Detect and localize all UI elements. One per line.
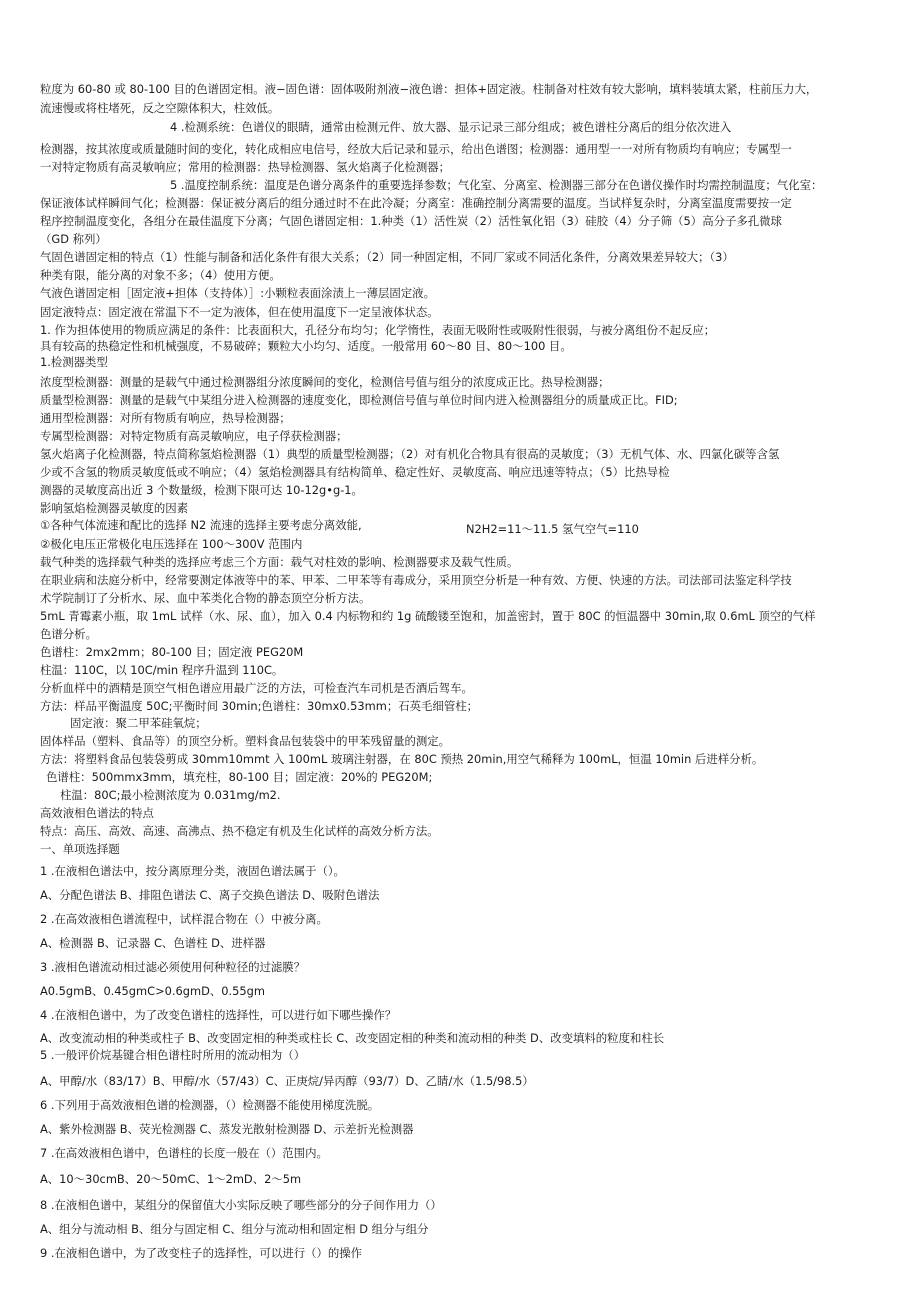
text-line: 柱温：80C;最小检测浓度为 0.031mg/m2.	[60, 788, 281, 802]
text-line: 色谱柱：500mmx3mm，填充柱，80-100 目；固定液：20%的 PEG20M;	[46, 770, 433, 784]
question: 1 .在液相色谱法中，按分离原理分类，液固色谱法属于（）。	[40, 864, 345, 878]
text-line: 色谱柱：2mx2mm；80-100 目；固定液 PEG20M	[40, 645, 304, 659]
answer-options: A、改变流动相的种类或柱子 B、改变固定相的种类或柱长 C、改变固定相的种类和流动相的种类 D、改变填料的粒度和柱长	[40, 1031, 665, 1045]
text-line: 固定液特点：固定液在常温下不一定为液体，但在使用温度下一定呈液体状态。	[40, 305, 439, 319]
text-line: 气液色谱固定相［固定液+担体（支持体）］:小颗粒表面涂渍上一薄层固定液。	[40, 286, 435, 300]
text-line: 浓度型检测器：测量的是载气中通过检测器组分浓度瞬间的变化，检测信号值与组分的浓度成正比。热导检测器；	[40, 375, 610, 389]
question: 9 .在液相色谱中，为了改变柱子的选择性，可以进行（）的操作	[40, 1246, 363, 1260]
text-line: 保证液体试样瞬间气化；检测器：保证被分离后的组分通过时不在此冷凝；分离室：准确控制分离需要的温度。当试样复杂时，分离室温度需要按一定	[40, 196, 792, 210]
question: 2 .在高效液相色谱流程中，试样混合物在（）中被分离。	[40, 912, 328, 926]
section-heading: 1.检测器类型	[40, 355, 108, 369]
text-line: 1. 作为担体使用的物质应满足的条件：比表面积大，孔径分布均匀；化学惰性，表面无吸附性或吸附性很弱，与被分离组份不起反应；	[40, 323, 716, 337]
section-heading: 影响氢焰检测器灵敏度的因素	[40, 501, 189, 515]
question: 3 .液相色谱流动相过滤必须使用何种粒径的过滤膜？	[40, 960, 306, 974]
text-line: 测器的灵敏度高出近 3 个数量级，检测下限可达 10-12g•g-1。	[40, 483, 363, 497]
answer-options: A、甲醇/水（83/17）B、甲醇/水（57/43）C、正庚烷/异丙醇（93/7）D、乙睛/水（1.5/98.5）	[40, 1074, 534, 1088]
text-line: 在职业病和法庭分析中，经常要测定体液等中的苯、甲苯、二甲苯等有毒成分，采用顶空分析是一种有效、方便、快速的方法。司法部司法鉴定科学技	[40, 573, 792, 587]
question: 5 .一般评价烷基键合相色谱柱时所用的流动相为（）	[40, 1048, 306, 1062]
answer-options: A、检测器 B、记录器 C、色谱柱 D、进样器	[40, 936, 266, 950]
answer-options: A、10〜30cmB、20〜50mC、1〜2mD、2〜5m	[40, 1172, 302, 1186]
text-line: 术学院制订了分析水、尿、血中苯类化合物的静态顶空分析方法。	[40, 591, 371, 605]
text-line: ①各种气体流速和配比的选择 N2 流速的选择主要考虑分离效能,	[40, 518, 362, 532]
text-line: 程序控制温度变化，各组分在最佳温度下分离；气固色谱固定相：1.种类（1）活性炭（2）活性氧化铝（3）硅胶（4）分子筛（5）高分子多孔微球	[40, 214, 782, 228]
question: 8 .在液相色谱中，某组分的保留值大小实际反映了哪些部分的分子间作用力（）	[40, 1198, 442, 1212]
text-line: ②极化电压正常极化电压选择在 100〜300V 范围内	[40, 537, 303, 551]
text-line: 检测器，按其浓度或质量随时间的变化，转化成相应电信号，经放大后记录和显示，给出色谱图；检测器：通用型一一对所有物质均有响应；专属型一	[40, 142, 792, 156]
text-line: 固体样品（塑料、食品等）的顶空分析。塑料食品包装袋中的甲苯残留量的测定。	[40, 734, 451, 748]
text-line: 特点：高压、高效、高速、高沸点、热不稳定有机及生化试样的高效分析方法。	[40, 824, 439, 838]
text-line: 专属型检测器：对特定物质有高灵敏响应，电子俘获检测器；	[40, 429, 348, 443]
text-line: 氢火焰离子化检测器，特点简称氢焰检测器（1）典型的质量型检测器；（2）对有机化合物具有很高的灵敏度；（3）无机气体、水、四氯化碳等含氢	[40, 447, 780, 461]
text-line: 具有较高的热稳定性和机械强度，不易破碎；颗粒大小均匀、适度。一般常用 60～80 目、80～100 目。	[40, 339, 572, 353]
text-line: 少或不含氢的物质灵敏度低或不响应；（4）氢焰检测器具有结构简单、稳定性好、灵敏度高、响应迅速等特点；（5）比热导检	[40, 465, 670, 479]
answer-options: A、紫外检测器 B、荧光检测器 C、蒸发光散射检测器 D、示差折光检测器	[40, 1122, 414, 1136]
text-line: 质量型检测器：测量的是载气中某组分进入检测器的速度变化，即检测信号值与单位时间内进入检测器组分的质量成正比。FID;	[40, 393, 678, 407]
text-line: 柱温：110C，以 10C/min 程序升温到 110C。	[40, 663, 284, 677]
list-item-heading: 5 .温度控制系统：温度是色谱分离条件的重要选择参数；气化室、分离室、检测器三部分在色谱仪操作时均需控制温度；气化室：	[170, 178, 823, 192]
formula-note: N2H2=11〜11.5 氢气空气=110	[466, 522, 639, 536]
question: 4 .在液相色谱中，为了改变色谱柱的选择性，可以进行如下哪些操作？	[40, 1008, 397, 1022]
text-line: 分析血样中的酒精是顶空气相色谱应用最广泛的方法，可检查汽车司机是否酒后驾车。	[40, 681, 473, 695]
text-line: 5mL 青霉素小瓶，取 1mL 试样（水、尿、血），加入 0.4 内标物和约 1g 硫酸镂至饱和，加盖密封，置于 80C 的恒温器中 30min,取 0.6mL 顶空的气样	[40, 609, 816, 623]
answer-options: A、组分与流动相 B、组分与固定相 C、组分与流动相和固定相 D 组分与组分	[40, 1222, 429, 1236]
section-heading: 高效液相色谱法的特点	[40, 806, 154, 820]
text-line: 通用型检测器：对所有物质有响应，热导检测器；	[40, 411, 291, 425]
text-line: 粒度为 60-80 或 80-100 目的色谱固定相。液−固色谱：固体吸附剂液−液色谱：担体+固定液。柱制备对柱效有较大影响，填料装填太紧，柱前压力大，	[40, 82, 818, 96]
text-line: 方法：样品平衡温度 50C;平衡时间 30min;色谱柱：30mx0.53mm；石英毛细管柱；	[40, 699, 478, 713]
text-line: 载气种类的选择载气种类的选择应考虑三个方面：载气对柱效的影响、检测器要求及载气性质。	[40, 555, 519, 569]
text-line: 色谱分析。	[40, 627, 97, 641]
text-line: （GD 称列）	[40, 232, 107, 246]
section-heading: 一、单项选择题	[40, 842, 120, 856]
question: 6 .下列用于高效液相色谱的检测器，（）检测器不能使用梯度洗脱。	[40, 1098, 380, 1112]
question: 7 .在高效液相色谱中，色谱柱的长度一般在（）范围内。	[40, 1146, 328, 1160]
answer-options: A、分配色谱法 B、排阻色谱法 C、离子交换色谱法 D、吸附色谱法	[40, 888, 380, 902]
text-line: 一对特定物质有高灵敏响应；常用的检测器：热导检测器、氢火焰离子化检测器；	[40, 160, 451, 174]
answer-options: A0.5gmB、0.45gmC>0.6gmD、0.55gm	[40, 984, 265, 998]
text-line: 气固色谱固定相的特点（1）性能与制备和活化条件有很大关系；（2）同一种固定相，不同厂家或不同活化条件，分离效果差异较大；（3）	[40, 250, 734, 264]
text-line: 固定液：聚二甲苯硅氧烷；	[70, 716, 207, 730]
list-item-heading: 4 .检测系统：色谱仪的眼睛，通常由检测元件、放大器、显示记录三部分组成；被色谱柱分离后的组分依次进入	[170, 120, 732, 134]
text-line: 流速慢或将柱堵死，反之空隙体积大，柱效低。	[40, 101, 280, 115]
text-line: 种类有限，能分离的对象不多；（4）使用方便。	[40, 268, 281, 282]
text-line: 方法：将塑料食品包装袋剪成 30mm10mmt 入 100mL 玻璃注射器，在 80C 预热 20min,用空气稀释为 100mL，恒温 10min 后进样分析。	[40, 752, 764, 766]
